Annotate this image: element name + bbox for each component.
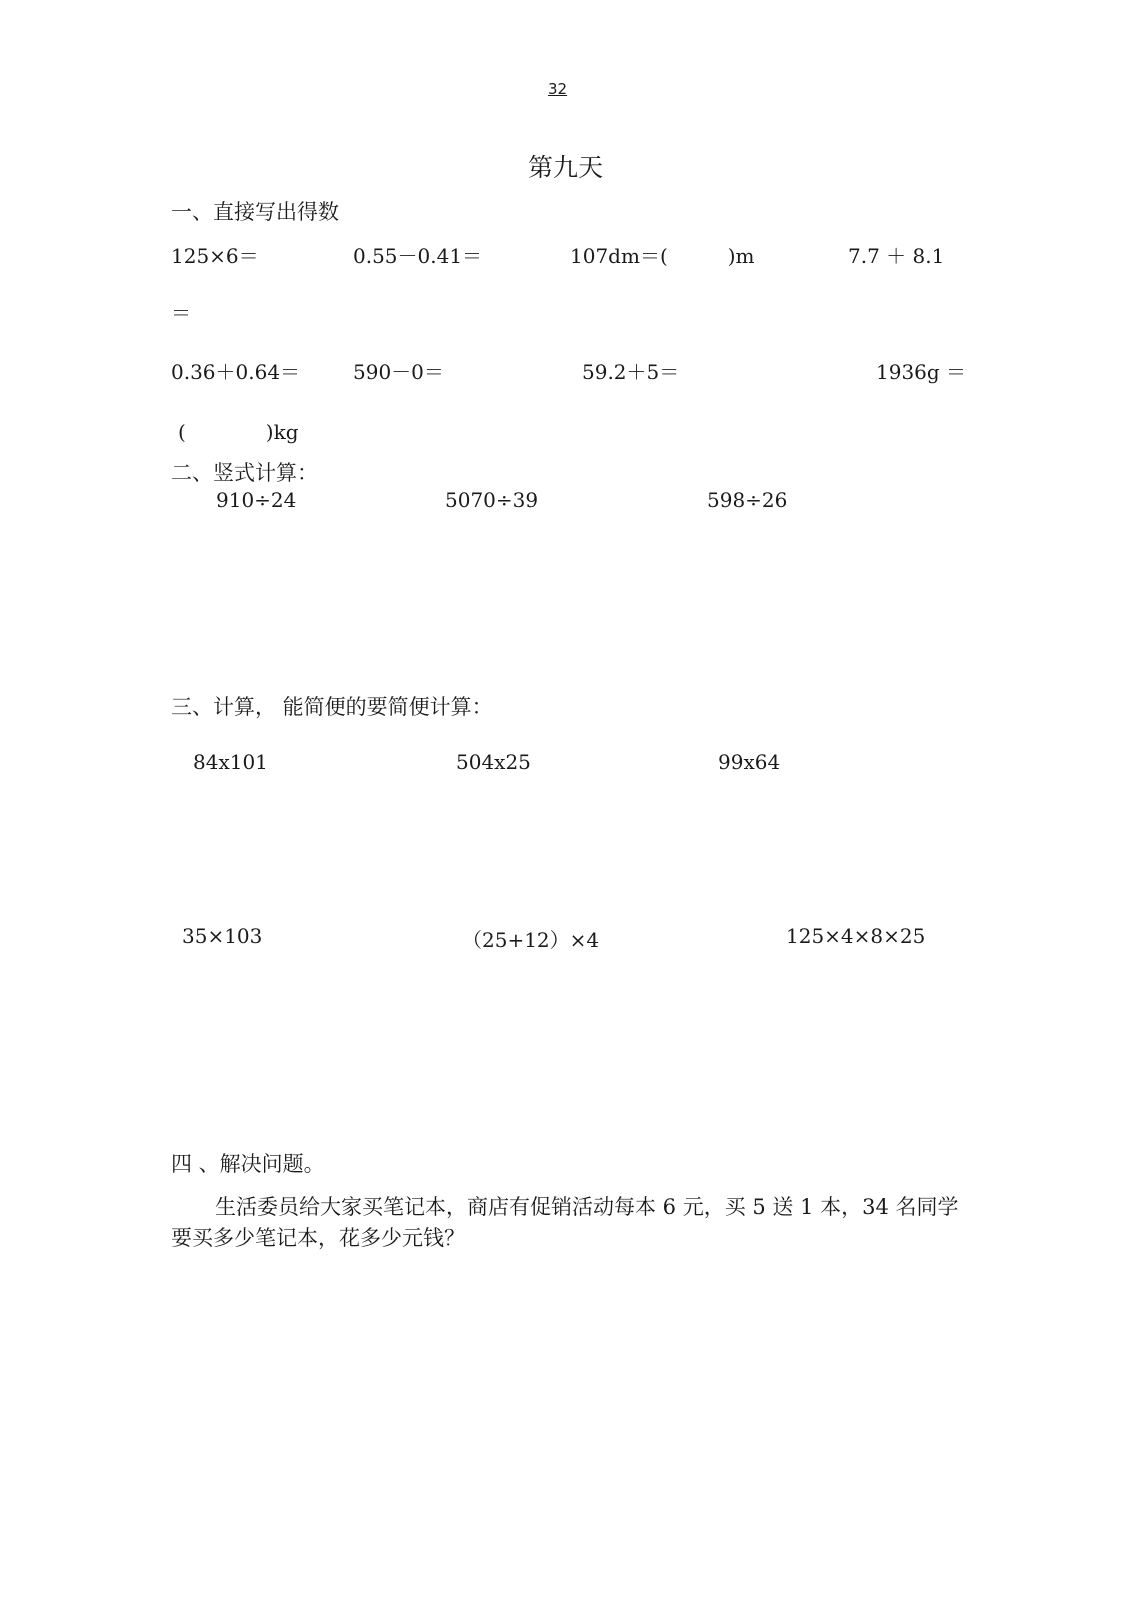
s3-item-2: 504x25 xyxy=(456,750,531,774)
s1-item-3: 107dm＝( )m xyxy=(570,244,755,268)
section1-heading: 一、直接写出得数 xyxy=(171,200,339,224)
s3-item-6: 125×4×8×25 xyxy=(786,924,926,948)
s1-item-2: 0.55－0.41＝ xyxy=(353,244,483,268)
section4-heading: 四 、解决问题。 xyxy=(171,1152,325,1176)
s3-item-4: 35×103 xyxy=(182,924,263,948)
section2-heading: 二、竖式计算： xyxy=(171,461,318,485)
word-problem: 生活委员给大家买笔记本，商店有促销活动每本 6 元，买 5 送 1 本，34 名同学要买多少笔记本，花多少元钱？ xyxy=(171,1195,959,1250)
s3-item-3: 99x64 xyxy=(718,750,781,774)
s1-item-7: 59.2＋5＝ xyxy=(582,360,680,384)
page-number: 32 xyxy=(548,80,568,98)
s2-item-2: 5070÷39 xyxy=(445,488,539,512)
s3-item-1: 84x101 xyxy=(193,750,268,774)
s2-item-3: 598÷26 xyxy=(707,488,788,512)
s1-item-4: 7.7 ＋ 8.1 xyxy=(848,244,945,268)
s1-item-8-unit: ( )kg xyxy=(178,420,299,444)
s1-item-1: 125×6＝ xyxy=(171,244,259,268)
s2-item-1: 910÷24 xyxy=(216,488,297,512)
section3-heading: 三、计算， 能简便的要简便计算： xyxy=(171,695,493,719)
s1-item-6: 590－0＝ xyxy=(353,360,444,384)
s1-item-4-equals: ＝ xyxy=(171,301,191,325)
page-title: 第九天 xyxy=(527,153,603,182)
s3-item-5: （25+12）×4 xyxy=(462,928,600,952)
s1-item-8: 1936g ＝ xyxy=(876,360,967,384)
s1-item-5: 0.36＋0.64＝ xyxy=(171,360,301,384)
